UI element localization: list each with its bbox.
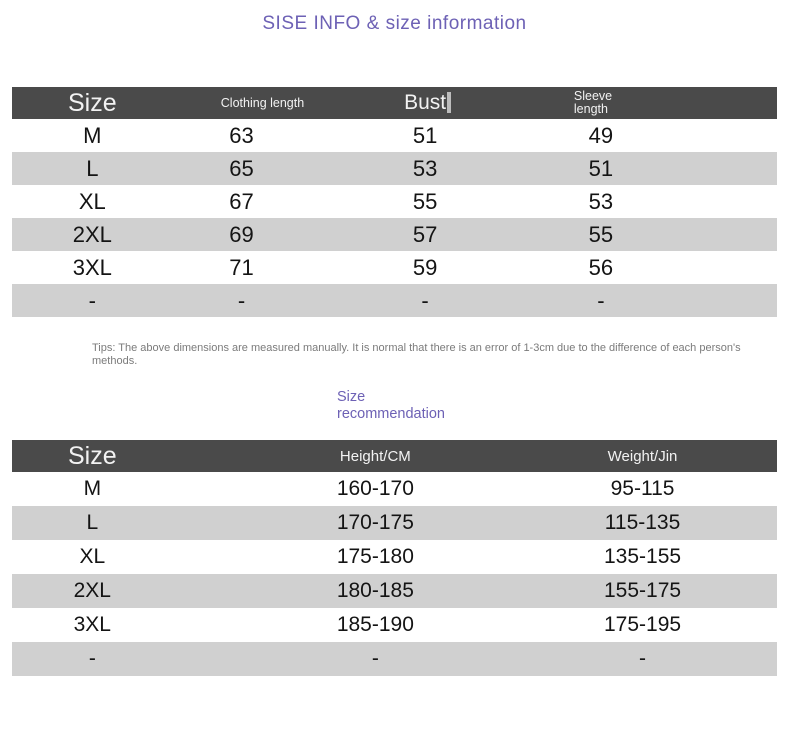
table-row <box>12 540 777 574</box>
cell-size: 3XL <box>72 254 112 280</box>
table-row <box>12 218 777 251</box>
cell-height: 180-185 <box>336 579 414 602</box>
recommendation-table <box>12 440 777 676</box>
cell-size: 2XL <box>73 579 111 602</box>
cell-sleeve-length: 55 <box>588 221 614 247</box>
cell-weight: 135-155 <box>603 545 682 568</box>
table-row <box>12 642 777 676</box>
size-table-header-row <box>12 87 777 119</box>
cell-sleeve-length: 49 <box>588 122 614 148</box>
text-cursor-artifact <box>447 92 451 113</box>
cell-size: 3XL <box>73 613 111 636</box>
table-row <box>12 472 777 506</box>
cell-bust: 59 <box>412 254 438 280</box>
cell-weight: 115-135 <box>604 511 681 534</box>
cell-size: M <box>83 122 102 148</box>
recommendation-heading: Size recommendation <box>337 389 445 422</box>
cell-size: - <box>88 287 96 313</box>
cell-size: XL <box>79 545 106 568</box>
cell-height: - <box>371 647 379 670</box>
table-row <box>12 152 777 185</box>
table-row <box>12 608 777 642</box>
header-cell-bust: Bust <box>404 91 447 114</box>
cell-clothing-length: 65 <box>229 155 254 181</box>
tips-text: Tips: The above dimensions are measured manually. It is normal that there is an error of 1-3cm due to the difference of each person's methods. <box>92 342 741 367</box>
cell-clothing-length: - <box>237 287 246 313</box>
table-row <box>12 284 777 317</box>
cell-size: XL <box>78 188 106 214</box>
cell-size: 2XL <box>72 221 112 247</box>
header-cell-size: Size <box>68 441 117 470</box>
cell-size: M <box>83 477 102 500</box>
table-row <box>12 185 777 218</box>
cell-weight: 155-175 <box>603 579 682 602</box>
cell-sleeve-length: 53 <box>588 188 614 214</box>
cell-height: 170-175 <box>336 511 414 534</box>
cell-weight: - <box>639 647 647 670</box>
cell-height: 175-180 <box>336 545 414 568</box>
cell-sleeve-length: 51 <box>588 155 614 181</box>
cell-weight: 175-195 <box>603 613 682 636</box>
header-cell-weight: Weight/Jin <box>607 447 678 465</box>
cell-height: 160-170 <box>336 477 414 500</box>
header-cell-size: Size <box>68 88 117 117</box>
cell-bust: 53 <box>412 155 438 181</box>
recommendation-table-header-row <box>12 440 777 472</box>
cell-clothing-length: 67 <box>229 188 254 214</box>
cell-size: L <box>86 155 99 181</box>
cell-clothing-length: 69 <box>229 221 254 247</box>
size-table <box>12 87 777 317</box>
cell-size: L <box>86 511 99 534</box>
table-row <box>12 119 777 152</box>
cell-sleeve-length: 56 <box>588 254 614 280</box>
cell-bust: 51 <box>412 122 438 148</box>
table-row <box>12 506 777 540</box>
cell-size: - <box>88 647 96 670</box>
cell-clothing-length: 71 <box>229 254 254 280</box>
cell-bust: 57 <box>412 221 438 247</box>
cell-clothing-length: 63 <box>229 122 254 148</box>
header-cell-clothing-length: Clothing length <box>220 96 305 110</box>
cell-sleeve-length: - <box>597 287 605 313</box>
cell-bust: - <box>421 287 429 313</box>
table-row <box>12 251 777 284</box>
header-cell-sleeve-length: Sleeve length <box>573 90 613 116</box>
cell-bust: 55 <box>412 188 438 214</box>
cell-height: 185-190 <box>336 613 414 636</box>
page-title: SISE INFO & size information <box>262 13 527 34</box>
cell-weight: 95-115 <box>610 477 675 500</box>
table-row <box>12 574 777 608</box>
header-cell-height: Height/CM <box>339 447 411 465</box>
